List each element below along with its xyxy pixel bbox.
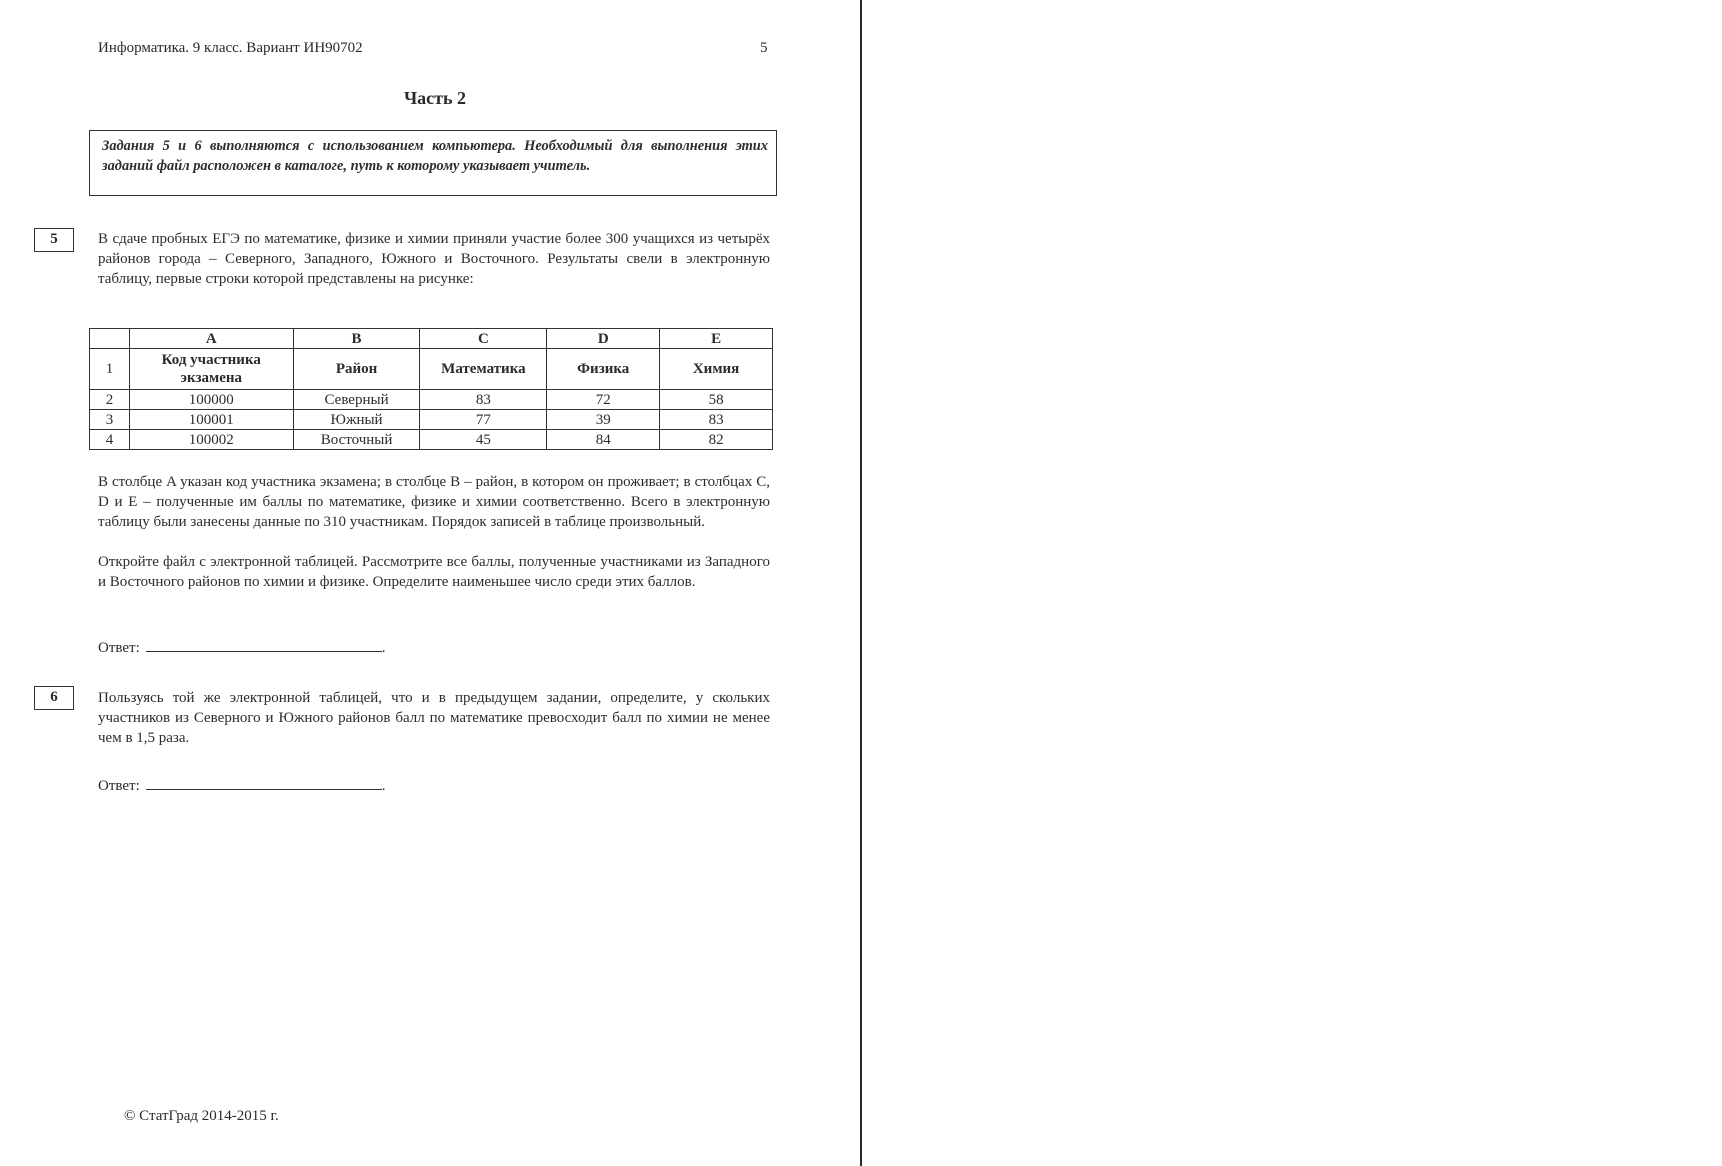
- table-cell: 82: [660, 430, 773, 450]
- answer-label: Ответ:: [98, 640, 140, 656]
- row-number: 2: [90, 390, 130, 410]
- answer-input-line[interactable]: [146, 637, 382, 652]
- table-row: [90, 390, 773, 410]
- table-cell: 100001: [129, 410, 293, 430]
- table-cell: 58: [660, 390, 773, 410]
- table-header-row: [90, 349, 773, 390]
- task-5-intro: В сдаче пробных ЕГЭ по математике, физике и химии приняли участие более 300 учащихся из четырёх районов города – Северного, Западного, Южного и Восточного. Результаты свели в электронную таблицу, первые строки которой представлены на рисунке:: [98, 231, 770, 287]
- table-cell: Восточный: [293, 430, 420, 450]
- table-row: [90, 410, 773, 430]
- table-cell: 84: [547, 430, 660, 450]
- column-letter: A: [129, 329, 293, 349]
- table-cell: Северный: [293, 390, 420, 410]
- task-5-description: В столбце A указан код участника экзамена; в столбце B – район, в котором он проживает; в столбцах C, D и E – полученные им баллы по математике, физике и химии соответственно. Всего в электронную таблицу были занесены данные по 310 участникам. Порядок записей в таблице произвольный.: [98, 474, 770, 530]
- table-cell: 39: [547, 410, 660, 430]
- table-cell: 100000: [129, 390, 293, 410]
- task-5-number-badge: 5: [34, 228, 74, 252]
- table-cell: 45: [420, 430, 547, 450]
- answer-input-line[interactable]: [146, 775, 382, 790]
- table-cell: 72: [547, 390, 660, 410]
- task-6-question: Пользуясь той же электронной таблицей, что и в предыдущем задании, определите, у скольких участников из Северного и Южного районов балл по математике превосходит балл по химии не менее чем в 1,5 раза.: [98, 690, 770, 746]
- task-5-question: Откройте файл с электронной таблицей. Рассмотрите все баллы, полученные участниками из Западного и Восточного районов по химии и физике. Определите наименьшее число среди этих баллов.: [98, 554, 770, 590]
- page-number: 5: [760, 40, 768, 56]
- header-cell: Район: [293, 349, 420, 390]
- spreadsheet-table: [89, 328, 773, 450]
- corner-cell: [90, 329, 130, 349]
- task-6-number-badge: 6: [34, 686, 74, 710]
- table-cell: 83: [660, 410, 773, 430]
- column-letters-row: [90, 329, 773, 349]
- column-letter: B: [293, 329, 420, 349]
- column-letter: D: [547, 329, 660, 349]
- task-5-answer: Ответ: .: [98, 637, 386, 657]
- instruction-box: Задания 5 и 6 выполняются с использованием компьютера. Необходимый для выполнения этих заданий файл расположен в каталоге, путь к которому указывает учитель.: [89, 130, 777, 196]
- header-cell: Код участника экзамена: [129, 349, 293, 390]
- table-row: [90, 430, 773, 450]
- header-cell: Химия: [660, 349, 773, 390]
- row-number: 3: [90, 410, 130, 430]
- row-number: 1: [90, 349, 130, 390]
- table-cell: 77: [420, 410, 547, 430]
- answer-label: Ответ:: [98, 778, 140, 794]
- column-letter: C: [420, 329, 547, 349]
- row-number: 4: [90, 430, 130, 450]
- table-cell: 100002: [129, 430, 293, 450]
- table-cell: Южный: [293, 410, 420, 430]
- right-page-blank: [862, 0, 1722, 1166]
- header-cell: Физика: [547, 349, 660, 390]
- left-page: [0, 0, 860, 1166]
- running-title: Информатика. 9 класс. Вариант ИН90702: [98, 40, 363, 56]
- table-cell: 83: [420, 390, 547, 410]
- copyright-footer: © СтатГрад 2014-2015 г.: [124, 1108, 279, 1124]
- part-title: Часть 2: [403, 88, 467, 108]
- header-cell: Математика: [420, 349, 547, 390]
- task-6-answer: Ответ: .: [98, 775, 386, 795]
- column-letter: E: [660, 329, 773, 349]
